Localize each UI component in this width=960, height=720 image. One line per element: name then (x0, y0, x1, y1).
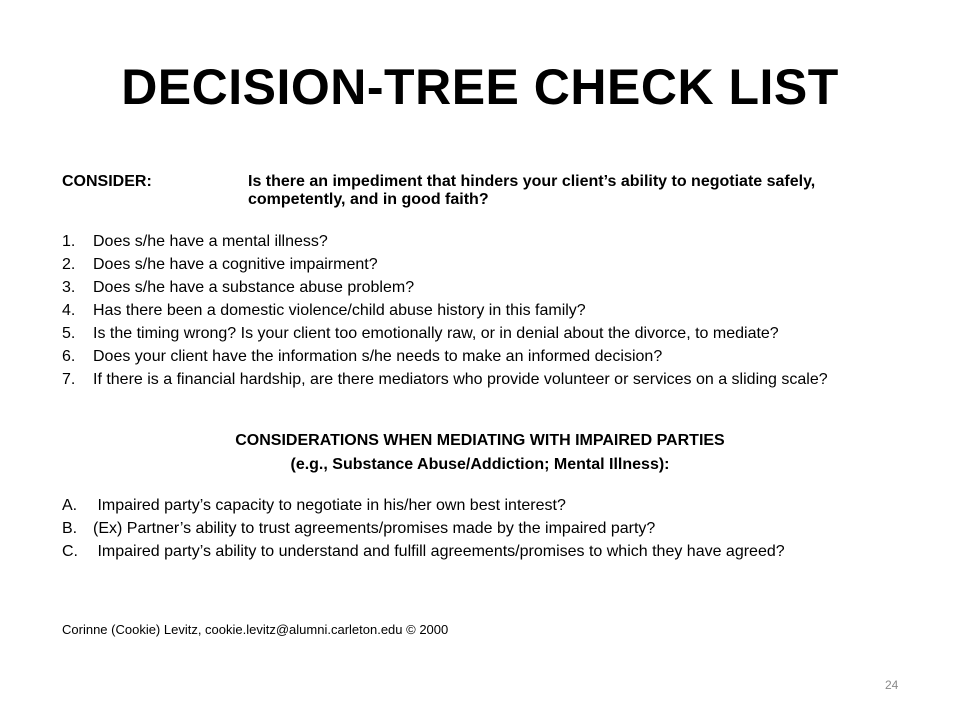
list-text: Does s/he have a substance abuse problem? (93, 279, 415, 296)
question-list (62, 233, 912, 394)
considerations-list (62, 497, 912, 566)
list-letter: B. (62, 520, 78, 537)
list-text: Does your client have the information s/he needs to make an informed decision? (93, 348, 663, 365)
list-number: 2. (62, 256, 76, 273)
list-text: Has there been a domestic violence/child abuse history in this family? (93, 302, 586, 319)
list-number: 7. (62, 371, 76, 388)
considerations-subheading: (e.g., Substance Abuse/Addiction; Mental Illness): (290, 456, 670, 473)
list-number: 6. (62, 348, 76, 365)
list-text: Does s/he have a mental illness? (93, 233, 328, 250)
page-title: DECISION-TREE CHECK LIST (121, 59, 839, 115)
list-text: (Ex) Partner’s ability to trust agreements/promises made by the impaired party? (93, 520, 656, 537)
consider-question: Is there an impediment that hinders your client’s ability to negotiate safely, competently, and in good faith? (248, 173, 816, 208)
list-text: Is the timing wrong? Is your client too emotionally raw, or in denial about the divorce, to mediate? (93, 325, 779, 342)
list-text: If there is a financial hardship, are there mediators who provide volunteer or services on a sliding scale? (93, 371, 828, 388)
consider-label: CONSIDER: (62, 173, 152, 190)
author-credit: Corinne (Cookie) Levitz, cookie.levitz@alumni.carleton.edu © 2000 (62, 622, 449, 637)
list-item (62, 371, 912, 388)
page-number: 24 (885, 678, 899, 692)
list-text: Impaired party’s capacity to negotiate in his/her own best interest? (93, 497, 566, 514)
list-item (62, 520, 912, 537)
list-number: 1. (62, 233, 76, 250)
list-item (62, 256, 912, 273)
list-letter: C. (62, 543, 78, 560)
list-text: Does s/he have a cognitive impairment? (93, 256, 378, 273)
list-item (62, 279, 912, 296)
list-item (62, 325, 912, 342)
considerations-heading: CONSIDERATIONS WHEN MEDIATING WITH IMPAIRED PARTIES (235, 432, 725, 449)
list-item (62, 348, 912, 365)
list-text: Impaired party’s ability to understand and fulfill agreements/promises to which they have agreed? (93, 543, 785, 560)
list-item (62, 497, 912, 514)
list-item (62, 233, 912, 250)
list-number: 3. (62, 279, 76, 296)
list-item (62, 302, 912, 319)
list-number: 5. (62, 325, 76, 342)
list-letter: A. (62, 497, 78, 514)
consider-section (62, 173, 902, 209)
list-number: 4. (62, 302, 76, 319)
list-item (62, 543, 912, 560)
